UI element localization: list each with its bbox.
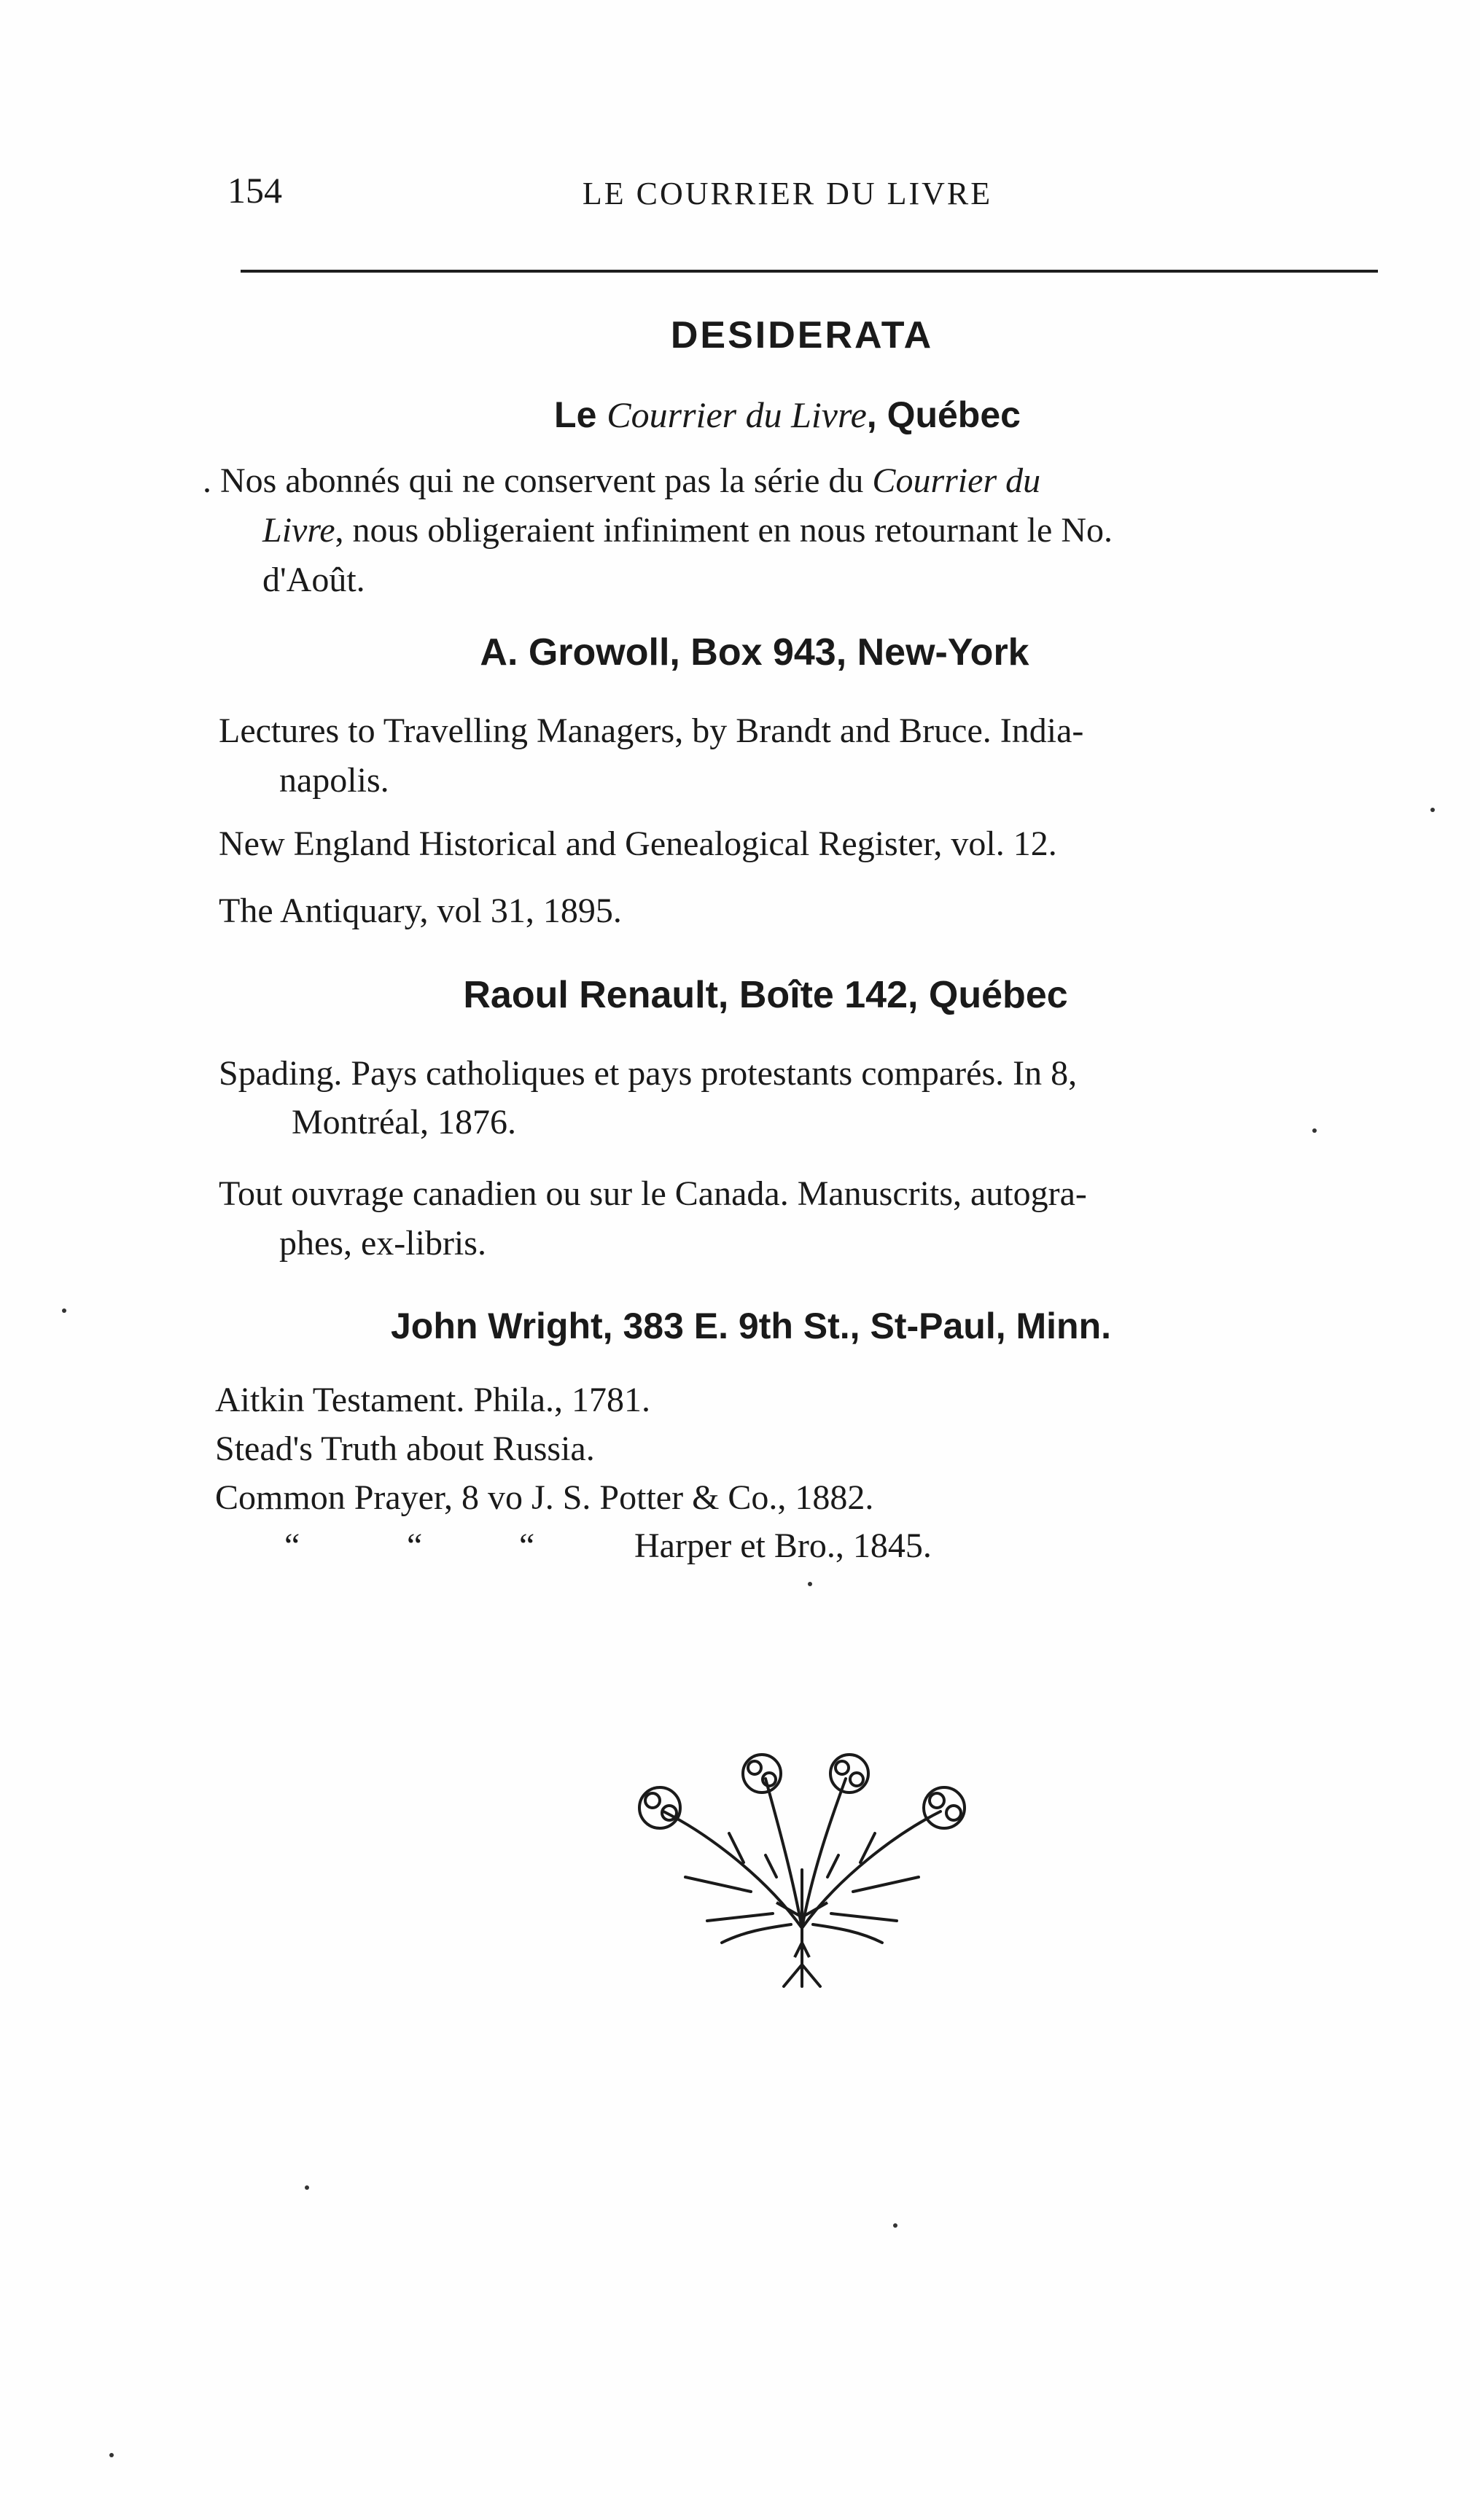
entry-line: Tout ouvrage canadien ou sur le Canada. Manuscrits, autogra- [219,1174,1087,1213]
entry-continuation: napolis. [279,761,389,800]
scan-speck [62,1308,66,1313]
entry-continuation: phes, ex-libris. [279,1224,486,1263]
entry-line: Lectures to Travelling Managers, by Brandt and Bruce. India- [219,711,1084,750]
paragraph-italic: Livre [262,511,335,550]
page-number: 154 [227,170,282,211]
heading-prefix: Le [554,394,607,435]
entry-line: Common Prayer, 8 vo J. S. Potter & Co., 1882. [215,1478,874,1517]
section-heading-wright: John Wright, 383 E. 9th St., St-Paul, Minn. [390,1306,1112,1346]
section-heading-renault: Raoul Renault, Boîte 142, Québec [463,974,1068,1016]
heading-italic: Courrier du Livre [607,394,867,435]
entry-text: Harper et Bro., 1845. [634,1526,932,1565]
scan-speck [1430,808,1435,812]
scan-speck [808,1582,812,1586]
scan-speck [109,2453,114,2457]
scan-speck [305,2185,309,2190]
paragraph-line-2 [262,510,1113,550]
paragraph-text: , nous obligeraient infiniment en nous retournant le No. [335,511,1113,550]
scan-speck [1312,1128,1317,1133]
entry-line: Spading. Pays catholiques et pays protestants comparés. In 8, [219,1054,1078,1093]
section-heading-growoll: A. Growoll, Box 943, New-York [480,631,1029,674]
entry-line: Stead's Truth about Russia. [215,1429,595,1468]
paragraph-line-3: d'Août. [262,561,365,599]
ditto-mark: “ [407,1526,423,1565]
entry-line: New England Historical and Genealogical Register, vol. 12. [219,824,1057,863]
page-title: DESIDERATA [670,314,934,356]
running-title: LE COURRIER DU LIVRE [582,176,993,211]
paragraph-italic: Courrier du [872,461,1041,500]
header-rule [241,270,1378,273]
entry-line: Aitkin Testament. Phila., 1781. [215,1381,651,1419]
floral-tailpiece-icon [620,1746,984,1994]
heading-suffix: , Québec [866,394,1021,435]
paragraph-text: . Nos abonnés qui ne conservent pas la série du [203,461,873,500]
ditto-mark: “ [284,1526,300,1565]
section-heading-courrier [0,394,1480,436]
entry-line: The Antiquary, vol 31, 1895. [219,892,622,930]
entry-continuation: Montréal, 1876. [292,1103,516,1142]
scan-speck [893,2223,897,2228]
ditto-mark: “ [519,1526,535,1565]
paragraph-line-1 [203,461,1040,501]
